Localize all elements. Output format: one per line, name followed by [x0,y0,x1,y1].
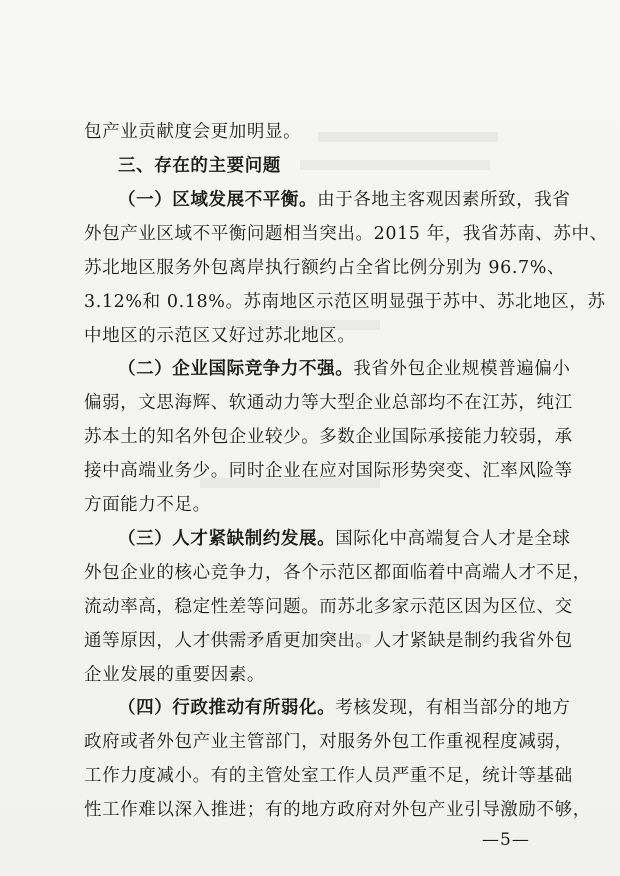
body-line: 通等原因，人才供需矛盾更加突出。人才紧缺是制约我省外包 [84,631,573,651]
body-line: 流动率高，稳定性差等问题。而苏北多家示范区因为区位、交 [84,597,573,617]
section-heading: 三、存在的主要问题 [118,156,281,176]
body-line: 苏北地区服务外包离岸执行额约占全省比例分别为 96.7%、 [84,258,566,278]
body-line: 性工作难以深入推进；有的地方政府对外包产业引导激励不够， [84,800,591,820]
body-line: 外包企业的核心竞争力，各个示范区都面临着中高端人才不足， [84,563,591,583]
bleed-through-mark [318,132,498,142]
paragraph-3-first-line [118,528,571,550]
bleed-through-mark [300,160,490,170]
body-line: 偏弱，文思海辉、软通动力等大型企业总部均不在江苏，纯江 [84,393,573,413]
body-line: 外包产业区域不平衡问题相当突出。2015 年，我省苏南、苏中、 [84,224,608,244]
body-line: 中地区的示范区又好过苏北地区。 [84,326,356,346]
body-line: 苏本土的知名外包企业较少。多数企业国际承接能力较弱，承 [84,427,573,447]
paragraph-4-text: 考核发现，有相当部分的地方 [335,698,571,718]
page-number: —5— [482,830,530,850]
paragraph-2-first-line [118,358,571,380]
body-line: 企业发展的重要因素。 [84,665,265,685]
paragraph-2-title: （二）企业国际竞争力不强。 [118,359,354,379]
body-line: 包产业贡献度会更加明显。 [84,122,302,142]
paragraph-3-text: 国际化中高端复合人才是全球 [335,529,571,549]
paragraph-4-title: （四）行政推动有所弱化。 [118,698,336,718]
paragraph-1-title: （一）区域发展不平衡。 [118,190,318,210]
paragraph-1-first-line [118,189,571,211]
paragraph-2-text: 我省外包企业规模普遍偏小 [353,359,571,379]
body-line: 工作力度减小。有的主管处室工作人员严重不足，统计等基础 [84,766,573,786]
paragraph-3-title: （三）人才紧缺制约发展。 [118,529,336,549]
paragraph-1-text: 由于各地主客观因素所致，我省 [317,190,571,210]
body-line: 政府或者外包产业主管部门，对服务外包工作重视程度减弱， [84,732,573,752]
body-line: 接中高端业务少。同时企业在应对国际形势突变、汇率风险等 [84,461,573,481]
body-line: 3.12%和 0.18%。苏南地区示范区明显强于苏中、苏北地区，苏 [84,292,606,312]
paragraph-4-first-line [118,697,571,719]
body-line: 方面能力不足。 [84,495,211,515]
